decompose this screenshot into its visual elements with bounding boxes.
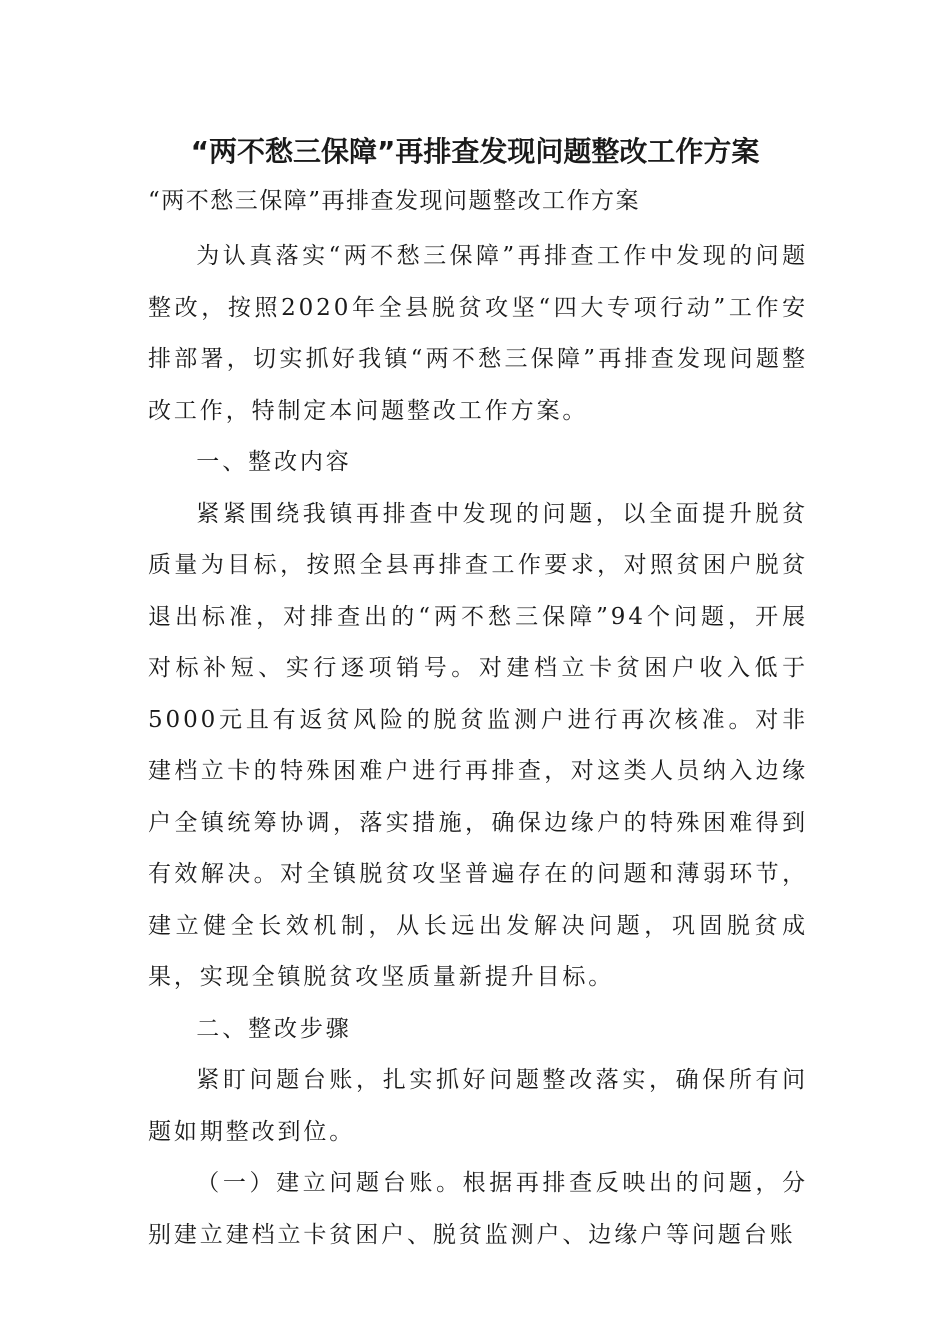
document-subtitle: “两不愁三保障”再排查发现问题整改工作方案 [148, 188, 641, 214]
paragraph-step-1: （一）建立问题台账。根据再排查反映出的问题，分别建立建档立卡贫困户、脱贫监测户、边缘户等问题台账 [148, 1170, 808, 1248]
paragraph-content: 紧紧围绕我镇再排查中发现的问题，以全面提升脱贫质量为目标，按照全县再排查工作要求，对照贫困户脱贫退出标准，对排查出的“两不愁三保障”94个问题，开展对标补短、实行逐项销号。对建档立卡贫困户收入低于5000元且有返贫风险的脱贫监测户进行再次核准。对非建档立卡的特殊困难户进行再排查，对这类人员纳入边缘户全镇统筹协调，落实措施，确保边缘户的特殊困难得到有效解决。对全镇脱贫攻坚普遍存在的问题和薄弱环节，建立健全长效机制，从长远出发解决问题，巩固脱贫成果，实现全镇脱贫攻坚质量新提升目标。 [148, 500, 808, 990]
section-heading-1: 一、整改内容 [196, 449, 352, 475]
document-body [148, 231, 808, 1261]
paragraph-intro: 为认真落实“两不愁三保障”再排查工作中发现的问题整改，按照2020年全县脱贫攻坚“四大专项行动”工作安排部署，切实抓好我镇“两不愁三保障”再排查发现问题整改工作，特制定本问题整改工作方案。 [148, 243, 808, 424]
section-heading-2: 二、整改步骤 [196, 1015, 352, 1042]
document-title: “两不愁三保障”再排查发现问题整改工作方案 [190, 135, 760, 168]
paragraph-steps: 紧盯问题台账，扎实抓好问题整改落实，确保所有问题如期整改到位。 [148, 1067, 808, 1145]
